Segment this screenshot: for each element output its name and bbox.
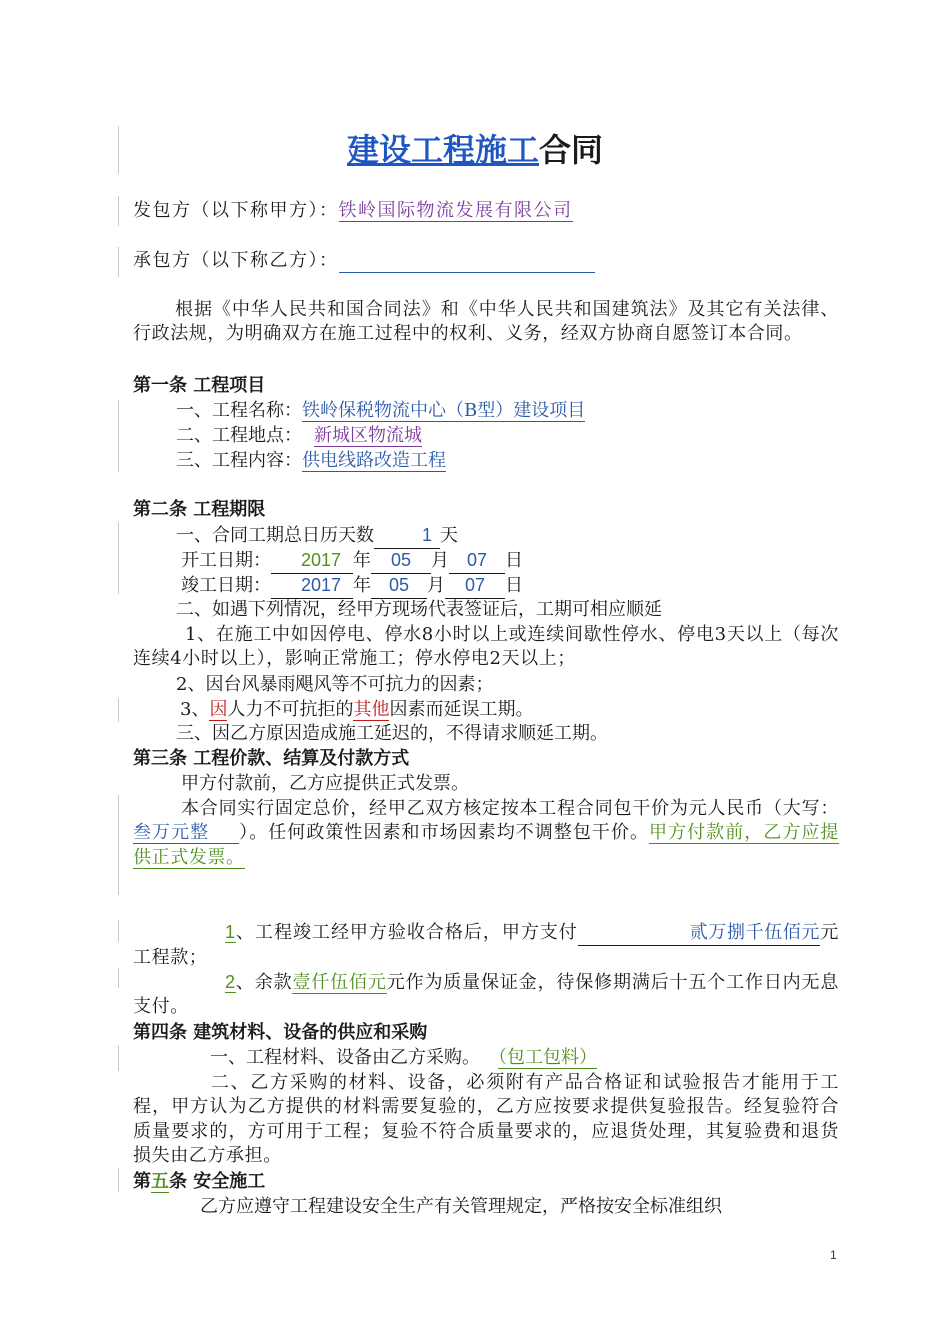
price-green-note: 甲方付款前，乙方应提供正式发票。 xyxy=(133,822,840,868)
end-year: 2017 xyxy=(300,575,341,595)
total-days-value: 1 xyxy=(374,523,440,549)
extension-item1: 1、在施工中如因停电、停水8小时以上或连续间歇性停水、停电3天以上（每次连续4小时以上），影响正常施工；停水停电2天以上； xyxy=(133,624,839,670)
project-content-value: 供电线路改造工程 xyxy=(302,450,446,471)
delay-clause: 三、因乙方原因造成施工延迟的，不得请求顺延工期。 xyxy=(176,723,608,744)
price-paragraph: 本合同实行固定总价，经甲乙双方核定按本工程合同包干价为元人民币（大写：叁万元整 ）。任何政策性因素和市场因素均不调整包干价。甲方付款前，乙方应提供正式发票。 xyxy=(133,798,840,868)
page-number: 1 xyxy=(830,1248,837,1262)
payment-item1: 1、工程竣工经甲方验收合格后，甲方支付 贰万捌千伍佰元元工程款； xyxy=(133,922,839,969)
price-amount: 叁万元整 xyxy=(133,822,239,844)
change-bar xyxy=(118,968,119,988)
change-bar xyxy=(118,1045,119,1071)
start-year: 2017 xyxy=(300,550,341,570)
change-bar xyxy=(118,920,119,942)
invoice-clause: 甲方付款前，乙方应提供正式发票。 xyxy=(181,773,469,794)
project-place-value: 新城区物流城 xyxy=(314,425,422,446)
article1-heading: 第一条 工程项目 xyxy=(133,375,266,396)
employer-value: 铁岭国际物流发展有限公司 xyxy=(338,200,573,221)
payment-item2: 2、余款壹仟伍佰元元作为质量保证金，待保修期满后十五个工作日内无息支付。 xyxy=(133,972,839,1018)
safety-text: 乙方应遵守工程建设安全生产有关管理规定，严格按安全标准组织 xyxy=(200,1196,722,1217)
change-bar xyxy=(118,698,119,722)
extension-clause: 二、如遇下列情况，经甲方现场代表签证后，工期可相应顺延 xyxy=(176,599,662,620)
end-day: 07 xyxy=(464,575,486,595)
intro-paragraph: 根据《中华人民共和国合同法》和《中华人民共和国建筑法》及其它有关法律、行政法规，为明确双方在施工过程中的权利、义务，经双方协商自愿签订本合同。 xyxy=(133,299,839,345)
total-days-line: 一、合同工期总日历天数 1 天 xyxy=(176,523,458,549)
materials-note: （包工包料） xyxy=(498,1047,597,1068)
end-date-line: 竣工日期： 2017 年 05 月 07 日 xyxy=(181,573,523,599)
change-bar xyxy=(118,1168,119,1192)
payment-amount1: 贰万捌千伍佰元 xyxy=(689,922,820,943)
employer-label: 发包方（以下称甲方）： xyxy=(133,200,339,221)
contractor-blank xyxy=(339,252,595,273)
document-title: 建设工程施工合同 xyxy=(346,131,604,169)
project-place-line: 二、工程地点： 新城区物流城 xyxy=(176,425,422,446)
change-bar xyxy=(118,522,119,594)
start-date-line: 开工日期： 2017 年 05 月 07 日 xyxy=(181,548,523,574)
change-bar xyxy=(118,196,119,226)
contractor-line xyxy=(133,249,595,273)
change-bar xyxy=(118,400,119,472)
project-name-line: 一、工程名称：铁岭保税物流中心（B型）建设项目 xyxy=(176,400,586,421)
project-content-line: 三、工程内容：供电线路改造工程 xyxy=(176,450,446,471)
project-name-value: 铁岭保税物流中心（B型）建设项目 xyxy=(302,400,586,421)
article4-heading: 第四条 建筑材料、设备的供应和采购 xyxy=(133,1022,428,1043)
article5-heading: 第五条 安全施工 xyxy=(133,1171,266,1192)
article3-heading: 第三条 工程价款、结算及付款方式 xyxy=(133,748,410,769)
end-month: 05 xyxy=(388,575,410,595)
start-day: 07 xyxy=(466,550,488,570)
change-bar xyxy=(118,247,119,277)
materials-item1: 一、工程材料、设备由乙方采购。 （包工包料） xyxy=(210,1047,597,1068)
change-bar xyxy=(118,795,119,895)
employer-line xyxy=(133,199,573,223)
materials-item2: 二、乙方采购的材料、设备，必须附有产品合格证和试验报告才能用于工程，甲方认为乙方提供的材料需要复验的，乙方应按要求提供复验报告。经复验符合质量要求的，方可用于工程；复验不符合质量要求的，应退货处理，其复验费和退货损失由乙方承担。 xyxy=(133,1072,839,1166)
start-month: 05 xyxy=(390,550,412,570)
payment-amount2: 壹仟伍佰元 xyxy=(292,972,387,993)
extension-item2: 2、因台风暴雨飓风等不可抗力的因素； xyxy=(176,674,494,695)
extension-item3: 3、因人力不可抗拒的其他因素而延误工期。 xyxy=(180,699,534,720)
article2-heading: 第二条 工程期限 xyxy=(133,499,266,520)
contractor-label: 承包方（以下称乙方）： xyxy=(133,250,339,271)
